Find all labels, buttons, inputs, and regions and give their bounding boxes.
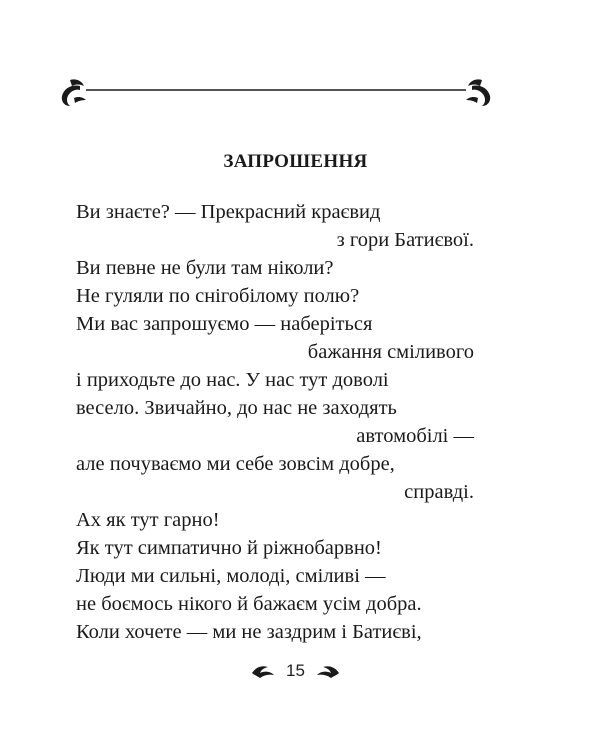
poem-line: Ви певне не були там ніколи? — [76, 257, 334, 279]
left-swash-icon — [250, 661, 276, 681]
poem-line: але почуваємо ми себе зовсім добре, — [76, 453, 395, 475]
page-title: ЗАПРОШЕННЯ — [223, 151, 368, 172]
poem-line: автомобілі — — [356, 425, 474, 447]
poem-line: Ми вас запрошуємо — наберіться — [76, 313, 373, 335]
poem-line: Не гуляли по снігобілому полю? — [76, 285, 360, 307]
poem-line: з гори Батиєвої. — [336, 229, 474, 251]
poem-line: Ви знаєте? — Прекрасний краєвид — [76, 201, 381, 223]
poem-line: Як тут симпатично й ріжнобарвно! — [76, 537, 382, 559]
poem-line: і приходьте до нас. У нас тут доволі — [76, 369, 389, 391]
right-swash-icon — [315, 661, 341, 681]
poem-line: Коли хочете — ми не заздрим і Батиєві, — [76, 621, 422, 643]
poem-line: весело. Звичайно, до нас не заходять — [76, 397, 397, 419]
page-footer — [0, 656, 591, 686]
header-ornament-rule — [58, 76, 494, 112]
poem-line: не боємось нікого й бажаєм усім добра. — [76, 593, 422, 615]
poem-line: справді. — [404, 481, 474, 503]
poem-line: Ах як тут гарно! — [76, 509, 220, 531]
poem-body — [76, 198, 474, 646]
poem-line: Люди ми сильні, молоді, сміливі — — [76, 565, 386, 587]
page-number: 15 — [286, 661, 305, 680]
left-flourish-icon — [62, 79, 86, 106]
right-flourish-icon — [466, 79, 490, 106]
poem-line: бажання сміливого — [307, 341, 474, 363]
